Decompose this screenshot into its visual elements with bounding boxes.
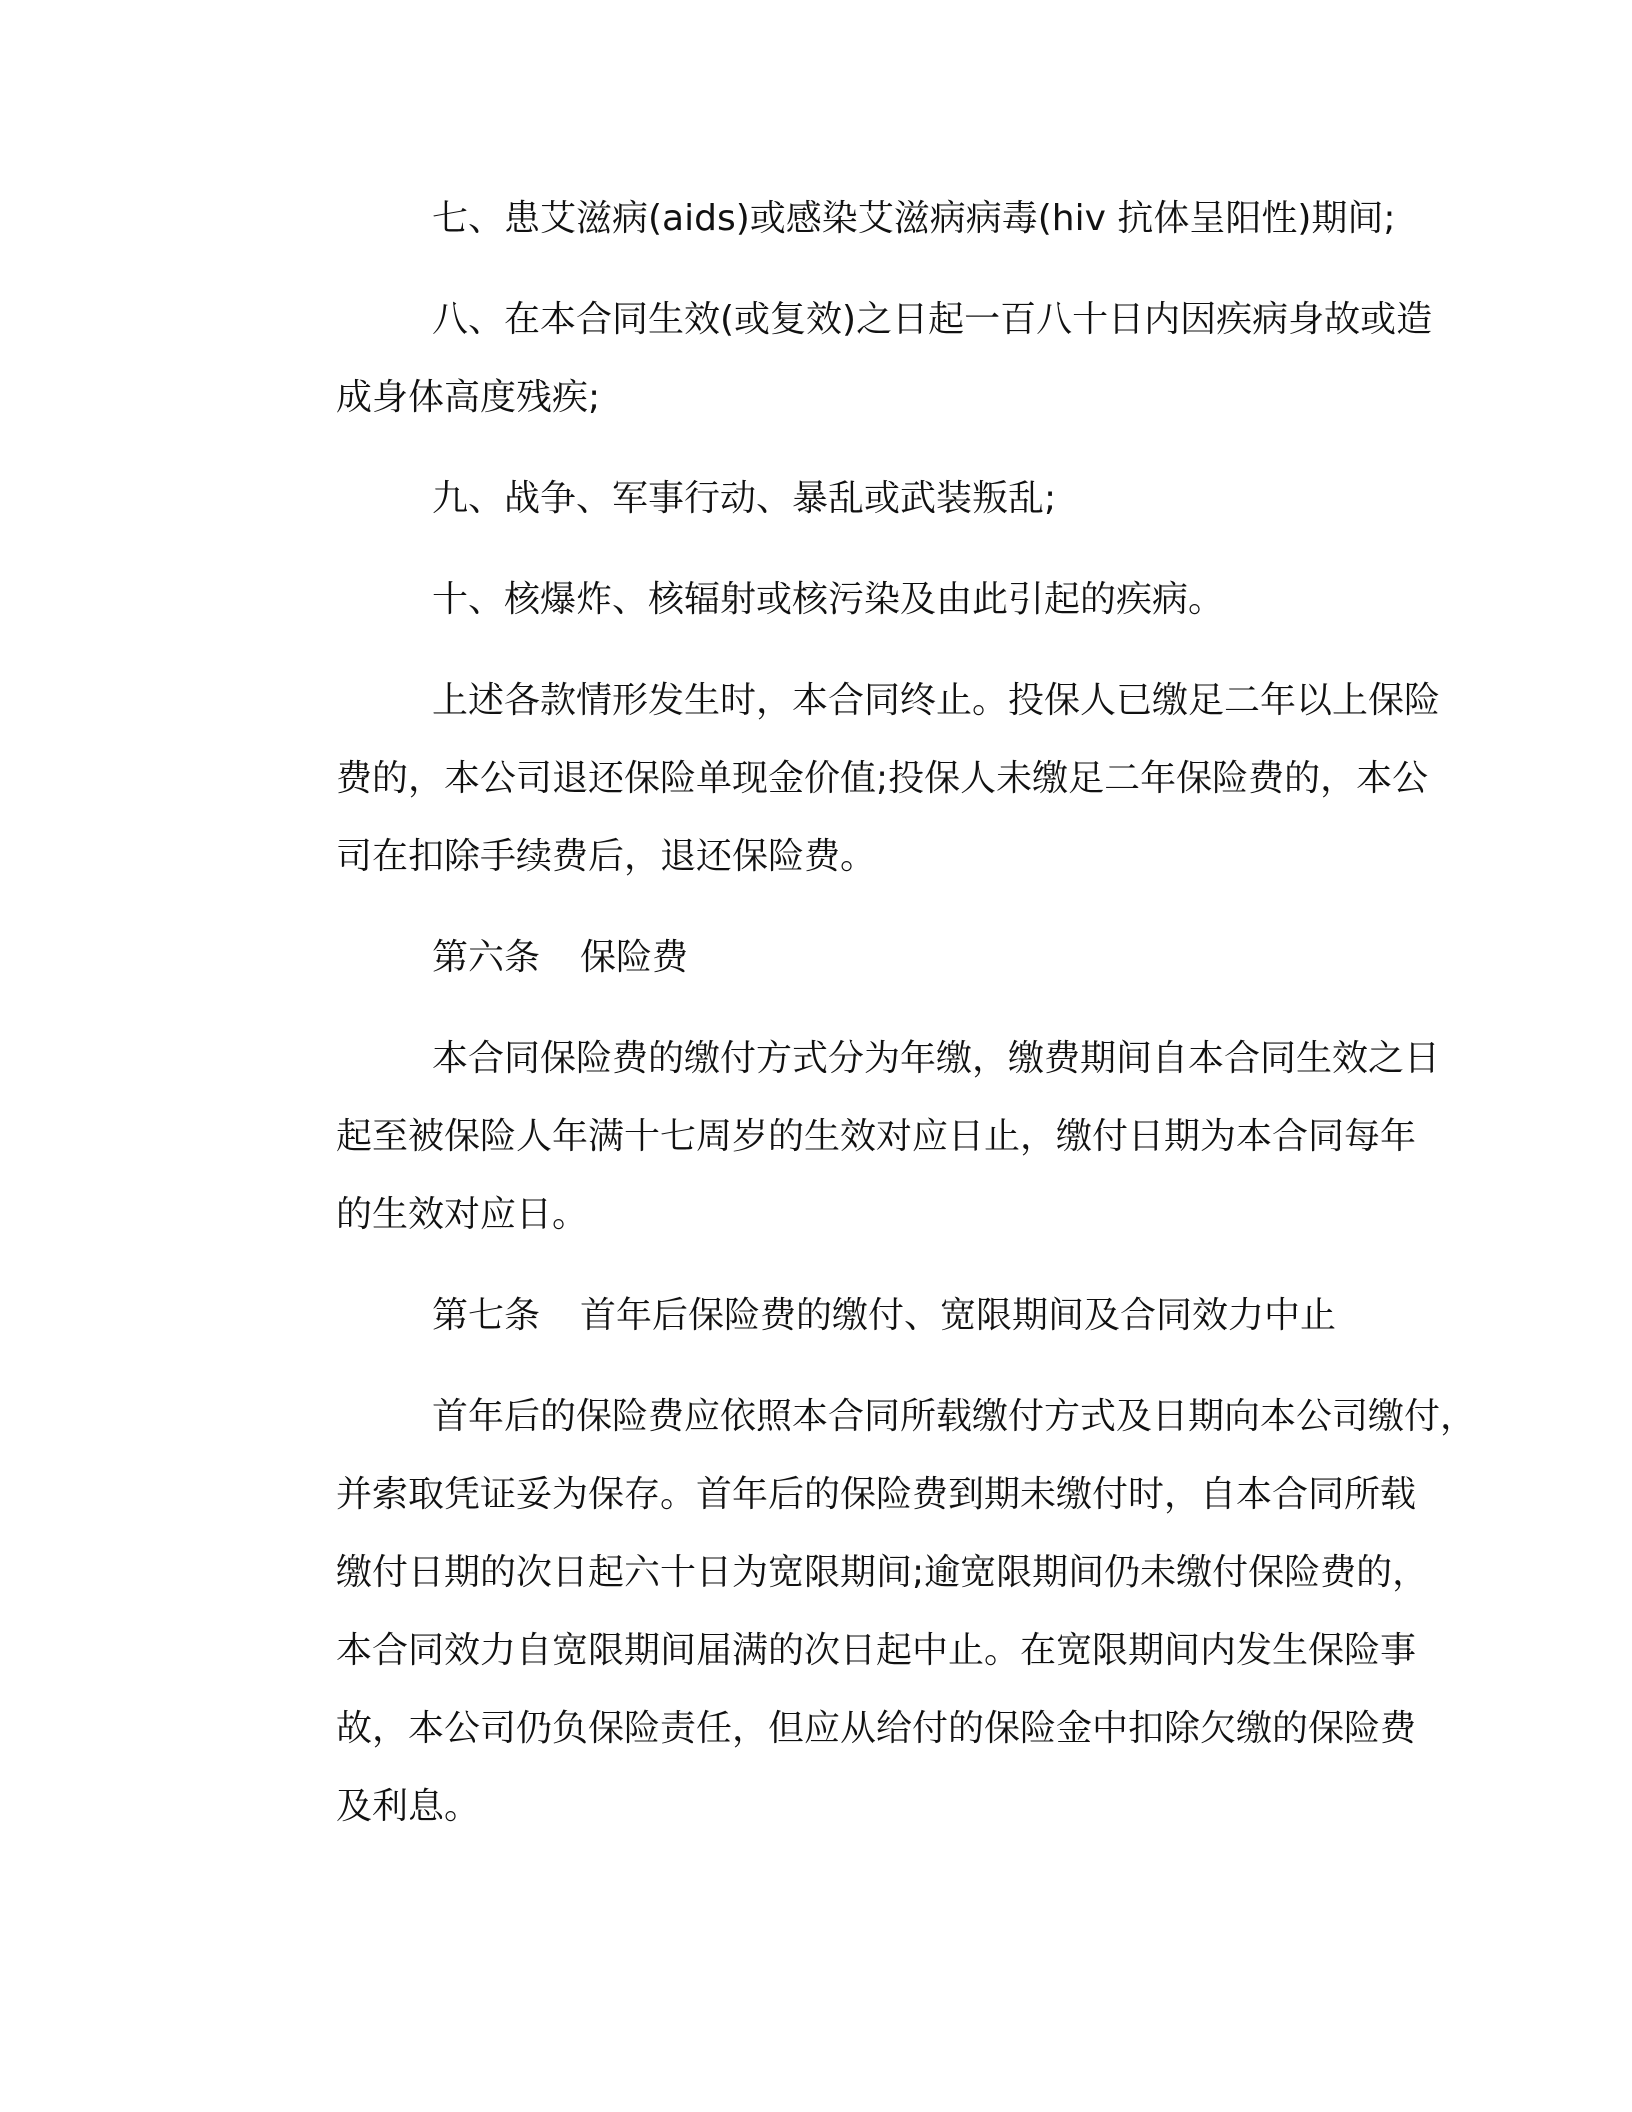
document-body [240, 180, 1477, 1869]
clause-line: 八、在本合同生效(或复效)之日起一百八十日内因疾病身故或造 [432, 299, 1433, 340]
paragraph-line: 费的，本公司退还保险单现金价值;投保人未缴足二年保险费的，本公 [336, 758, 1429, 799]
paragraph-line: 首年后的保险费应依照本合同所载缴付方式及日期向本公司缴付， [432, 1396, 1477, 1437]
paragraph-line: 及利息。 [336, 1786, 481, 1827]
clause-line: 九、战争、军事行动、暴乱或武装叛乱; [432, 478, 1057, 519]
article-6-heading [240, 919, 1440, 997]
paragraph-line: 并索取凭证妥为保存。首年后的保险费到期未缴付时，自本合同所载 [336, 1474, 1417, 1515]
paragraph-line: 的生效对应日。 [336, 1194, 589, 1235]
clause-8 [240, 281, 1440, 437]
article-title: 首年后保险费的缴付、宽限期间及合同效力中止 [580, 1295, 1337, 1336]
clause-7 [240, 180, 1440, 258]
article-number: 第六条 [432, 937, 541, 978]
clause-9 [240, 460, 1440, 538]
clause-line: 成身体高度残疾; [336, 377, 601, 418]
paragraph-line: 上述各款情形发生时，本合同终止。投保人已缴足二年以上保险 [432, 680, 1441, 721]
termination-paragraph [240, 662, 1440, 896]
clause-line: 十、核爆炸、核辐射或核污染及由此引起的疾病。 [432, 579, 1225, 620]
paragraph-line: 缴付日期的次日起六十日为宽限期间;逾宽限期间仍未缴付保险费的， [336, 1552, 1429, 1593]
article-number: 第七条 [432, 1295, 541, 1336]
paragraph-line: 故，本公司仍负保险责任，但应从给付的保险金中扣除欠缴的保险费 [336, 1708, 1417, 1749]
article-7-heading [240, 1277, 1440, 1355]
paragraph-line: 起至被保险人年满十七周岁的生效对应日止，缴付日期为本合同每年 [336, 1116, 1417, 1157]
heading-line [240, 1277, 1440, 1355]
paragraph-line: 本合同保险费的缴付方式分为年缴，缴费期间自本合同生效之日 [432, 1038, 1441, 1079]
article-6-body [240, 1020, 1440, 1254]
heading-line [240, 919, 1440, 997]
article-title: 保险费 [580, 937, 689, 978]
article-7-body [240, 1378, 1477, 1846]
paragraph-line: 司在扣除手续费后，退还保险费。 [336, 836, 877, 877]
paragraph-line: 本合同效力自宽限期间届满的次日起中止。在宽限期间内发生保险事 [336, 1630, 1417, 1671]
clause-line: 七、患艾滋病(aids)或感染艾滋病病毒(hiv 抗体呈阳性)期间; [432, 198, 1396, 239]
clause-10 [240, 561, 1440, 639]
